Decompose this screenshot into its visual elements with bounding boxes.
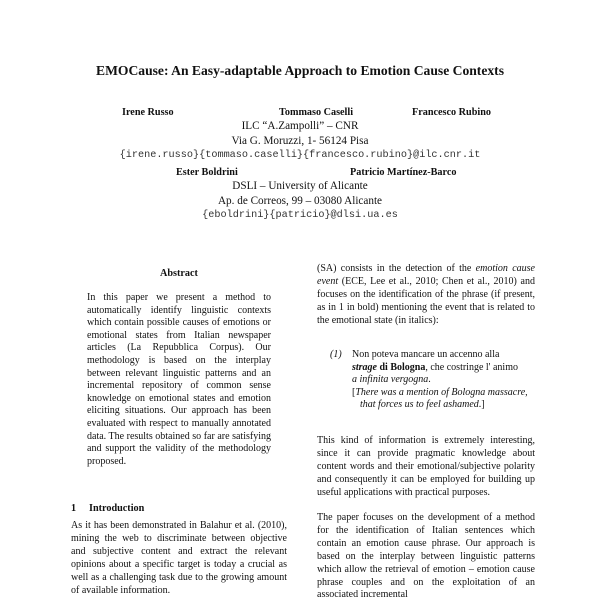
paragraph: The paper focuses on the development of a method for the identification of Italian sentences which contain an emotion cause phrase. Our approach is based on the interplay between linguistic patterns which allow the retrieval of emotion – emotion cause phrase couples and on the exploitation of an associated incremental: [317, 512, 535, 601]
abstract-text: In this paper we present a method to automatically identify linguistic contexts which contain possible causes of emotions or emotional states from Italian newspaper articles (La Repubblica Corpus). Our methodology is based on the interplay between relevant linguistic patterns and an incremental repository of common sense knowledge on emotional states and emotion eliciting situations. Our approach has been evaluated with respect to manually annotated data. The results obtained so far are satisfying and support the validity of the methodology proposed.: [87, 292, 271, 467]
paper-title: EMOCause: An Easy-adaptable Approach to Emotion Cause Contexts: [96, 63, 504, 78]
author-name: Tommaso Caselli: [279, 107, 354, 118]
section-title: Introduction: [89, 503, 145, 514]
paragraph: (SA) consists in the detection of the emotion cause event (ECE, Lee et al., 2010; Chen et al., 2010) and focuses on the identification of the phrase (if present, as in 1 in bold) mentioning the event that is related to the emotional state (in italics):: [317, 263, 535, 326]
affiliation-line: Ap. de Correos, 99 – 03080 Alicante: [217, 195, 383, 207]
affiliation-line: DSLI – University of Alicante: [232, 180, 368, 192]
section-text: As it has been demonstrated in Balahur et al. (2010), mining the web to discriminate between objective and subjective content and extract the relevant opinions about a specific target is today a crucial as well as a challenging task due to the growing amount of available information.: [71, 520, 287, 596]
author-name: Ester Boldrini: [176, 167, 238, 178]
affiliation-line: ILC “A.Zampolli” – CNR: [241, 120, 359, 132]
affiliation-line: Via G. Moruzzi, 1- 56124 Pisa: [231, 135, 369, 147]
author-name: Francesco Rubino: [412, 107, 491, 118]
section-number: 1: [71, 503, 77, 514]
author-name: Patricio Martínez-Barco: [350, 167, 457, 178]
author-name: Irene Russo: [122, 107, 174, 118]
abstract-heading: Abstract: [160, 268, 198, 279]
example-block: (1) Non poteva mancare un accenno alla strage di Bologna, che costringe l' animo a infinita vergogna. [There was a mention of Bologna massacre, that forces us to feel ashamed.]: [330, 349, 528, 411]
author-email: {eboldrini}{patricio}@dlsi.ua.es: [202, 210, 398, 221]
example-number: (1): [330, 349, 342, 360]
section-heading: [71, 503, 144, 514]
author-email: {irene.russo}{tommaso.caselli}{francesco.rubino}@ilc.cnr.it: [119, 150, 481, 161]
paragraph: This kind of information is extremely interesting, since it can provide pragmatic knowledge about content words and their emotional/subjective polarity and consequently it can be employed for building up useful applications with practical purposes.: [317, 435, 535, 498]
